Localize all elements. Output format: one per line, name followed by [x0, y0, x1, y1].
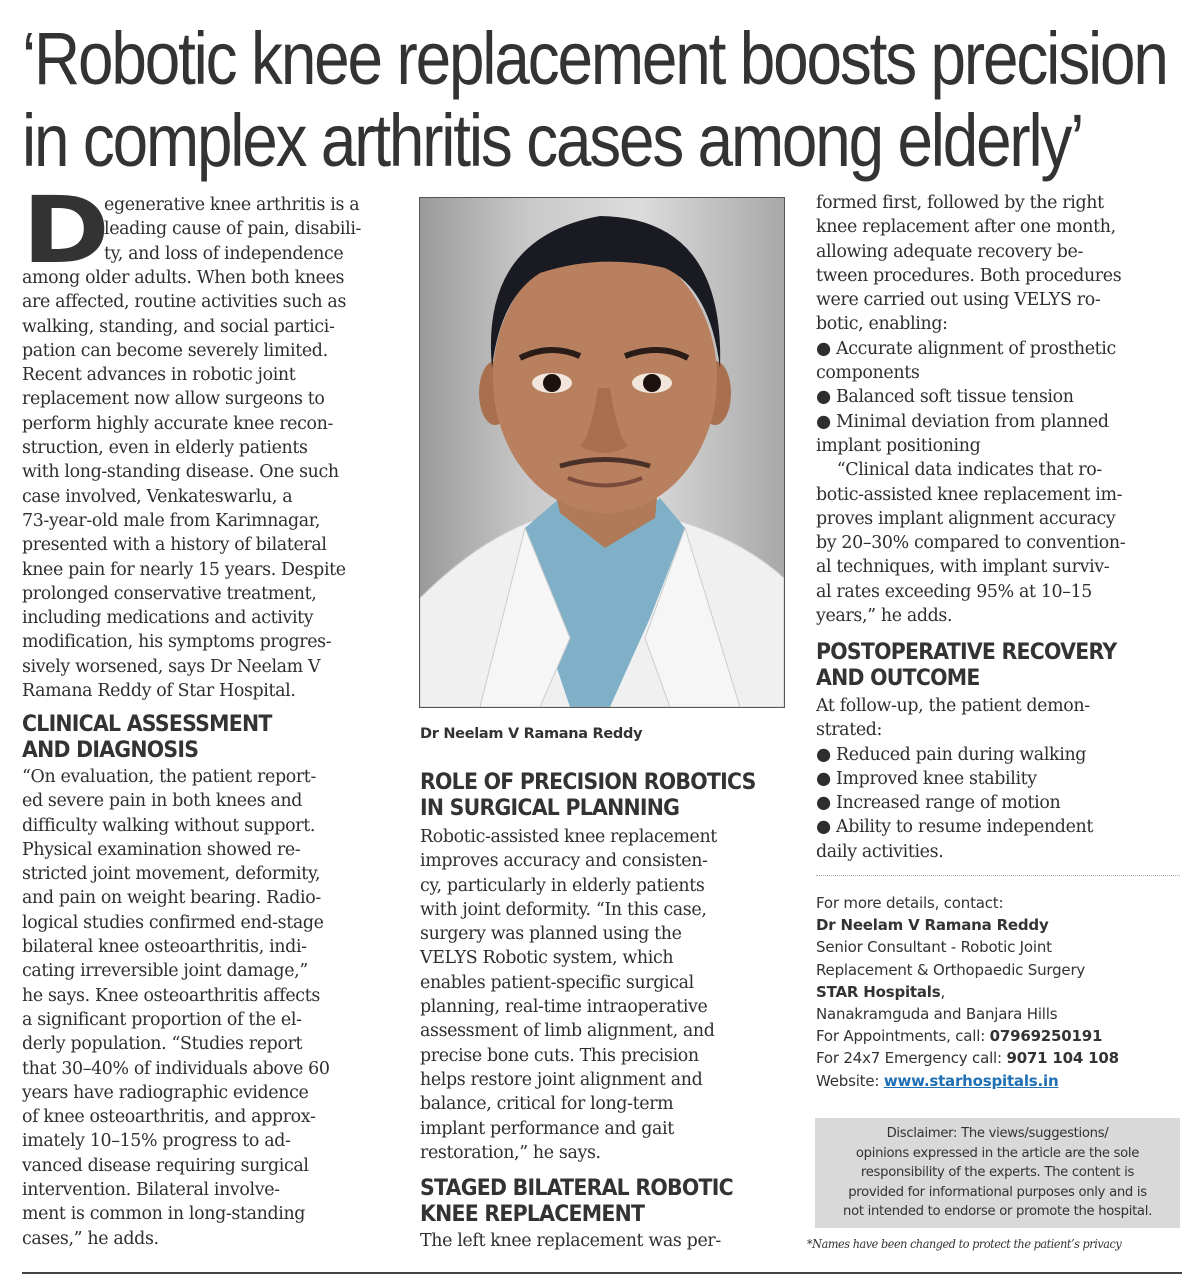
body-line: intervention. Bilateral involve- [22, 1180, 280, 1201]
body-line: balance, critical for long-term [420, 1094, 674, 1115]
emergency-phone[interactable]: 9071 104 108 [1006, 1049, 1119, 1068]
body-line: knee pain for nearly 15 years. Despite [22, 559, 346, 580]
appointments-label: For Appointments, call: [816, 1027, 990, 1046]
body-line: Recent advances in robotic joint [22, 365, 296, 386]
portrait-illustration-icon [420, 198, 784, 707]
bullet-item: ● Improved knee stability [816, 768, 1037, 789]
disclaimer-line: Disclaimer: The views/suggestions/ [886, 1126, 1109, 1142]
body-line: prolonged conservative treatment, [22, 583, 317, 604]
body-line: he says. Knee osteoarthritis affects [22, 985, 320, 1006]
body-line: al techniques, with implant surviv- [816, 557, 1110, 578]
body-line: allowing adequate recovery be- [816, 241, 1083, 262]
body-line: daily activities. [816, 841, 944, 862]
body-line: pation can become severely limited. [22, 340, 328, 361]
body-line: botic-assisted knee replacement im- [816, 484, 1123, 505]
body-line: The left knee replacement was per- [420, 1231, 721, 1251]
body-line: among older adults. When both knees [22, 268, 345, 288]
column-2-section-2 [420, 1229, 721, 1253]
disclaimer-line: responsibility of the experts. The content is [860, 1165, 1135, 1181]
bullet-item: ● Reduced pain during walking [816, 744, 1087, 765]
photo-caption: Dr Neelam V Ramana Reddy [420, 726, 643, 742]
body-line: logical studies confirmed end-stage [22, 912, 324, 933]
body-line: VELYS Robotic system, which [420, 948, 674, 969]
body-line: vanced disease requiring surgical [22, 1155, 309, 1176]
body-line: restoration,” he says. [420, 1142, 601, 1163]
contact-doctor-name: Dr Neelam V Ramana Reddy [816, 916, 1049, 935]
body-line: cy, particularly in elderly patients [420, 875, 705, 896]
body-line: al rates exceeding 95% at 10–15 [816, 581, 1093, 602]
bullet-item: ● Ability to resume independent [816, 817, 1094, 838]
body-line: imately 10–15% progress to ad- [22, 1131, 291, 1152]
subhead-line: KNEE REPLACEMENT [420, 1202, 645, 1227]
body-line: presented with a history of bilateral [22, 535, 327, 556]
contact-title-line-2: Replacement & Orthopaedic Surgery [816, 960, 1086, 979]
body-line: years have radiographic evidence [22, 1082, 309, 1103]
subhead-line: CLINICAL ASSESSMENT [22, 712, 272, 737]
column-1-lead [104, 193, 361, 266]
body-line: improves accuracy and consisten- [420, 851, 708, 872]
body-line: implant positioning [816, 435, 981, 456]
appointments-phone[interactable]: 07969250191 [989, 1027, 1103, 1046]
contact-block [816, 892, 1119, 1092]
body-line: Ramana Reddy of Star Hospital. [22, 681, 296, 702]
body-line: ed severe pain in both knees and [22, 791, 303, 812]
body-line: struction, even in elderly patients [22, 438, 308, 459]
bullet-item: ● Balanced soft tissue tension [816, 387, 1074, 408]
subhead-role-of-precision-robotics [420, 770, 781, 822]
subhead-line: AND DIAGNOSIS [22, 738, 199, 763]
bullet-item: ● Minimal deviation from planned [816, 411, 1109, 432]
column-2-section-1 [420, 825, 717, 1165]
body-line: formed first, followed by the right [816, 193, 1104, 213]
body-line: precise bone cuts. This precision [420, 1045, 699, 1066]
body-line: with long-standing disease. One such [22, 462, 339, 483]
body-line: with joint deformity. “In this case, [420, 899, 707, 920]
body-line: stricted joint movement, deformity, [22, 864, 321, 885]
bullet-item: ● Accurate alignment of prosthetic [816, 338, 1116, 359]
body-line: At follow-up, the patient demon- [816, 696, 1090, 716]
body-line: knee replacement after one month, [816, 217, 1116, 238]
disclaimer-box [815, 1118, 1180, 1228]
body-line: enables patient-specific surgical [420, 972, 694, 993]
body-line: helps restore joint alignment and [420, 1069, 703, 1090]
body-line: cating irreversible joint damage,” [22, 961, 308, 982]
body-line: case involved, Venkateswarlu, a [22, 486, 293, 507]
body-line: are affected, routine activities such as [22, 292, 347, 313]
disclaimer-line: not intended to endorse or promote the hospital. [843, 1204, 1152, 1220]
body-line: tween procedures. Both procedures [816, 265, 1122, 286]
body-line: botic, enabling: [816, 314, 948, 335]
body-line: components [816, 363, 920, 384]
bullet-item: ● Increased range of motion [816, 793, 1061, 814]
column-3-body [816, 191, 1125, 628]
disclaimer-line: opinions expressed in the article are the sole [855, 1145, 1140, 1161]
body-line: a significant proportion of the el- [22, 1009, 302, 1030]
emergency-label: For 24x7 Emergency call: [816, 1049, 1007, 1068]
column-3-section [816, 694, 1093, 864]
drop-cap: D [22, 177, 110, 284]
body-line: proves implant alignment accuracy [816, 508, 1116, 529]
body-line: replacement now allow surgeons to [22, 389, 325, 410]
body-line: were carried out using VELYS ro- [816, 290, 1101, 311]
privacy-note: *Names have been changed to protect the patient’s privacy [807, 1236, 1122, 1251]
body-line: strated: [816, 720, 883, 741]
body-line: ment is common in long-standing [22, 1204, 306, 1225]
subhead-clinical-assessment [22, 712, 290, 764]
body-line: surgery was planned using the [420, 924, 682, 945]
headline-line-1: ‘Robotic knee replacement boosts precision [22, 17, 1167, 100]
subhead-staged-bilateral [420, 1176, 756, 1228]
body-line: perform highly accurate knee recon- [22, 413, 334, 434]
body-line: modification, his symptoms progres- [22, 632, 332, 653]
body-line: ty, and loss of independence [104, 243, 344, 264]
bottom-rule [22, 1272, 1182, 1274]
headline-line-2: in complex arthritis cases among elderly’ [22, 99, 1083, 182]
contact-intro: For more details, contact: [816, 894, 1004, 912]
body-line: sively worsened, says Dr Neelam V [22, 656, 321, 677]
subhead-line: AND OUTCOME [816, 666, 980, 691]
subhead-line: STAGED BILATERAL ROBOTIC [420, 1176, 733, 1201]
body-line: bilateral knee osteoarthritis, indi- [22, 937, 307, 958]
subhead-postoperative-recovery [816, 640, 1139, 692]
body-line: by 20–30% compared to convention- [816, 533, 1126, 554]
disclaimer-line: provided for informational purposes only and is [848, 1184, 1147, 1200]
body-line: “On evaluation, the patient report- [22, 767, 316, 787]
body-line: cases,” he adds. [22, 1228, 159, 1249]
column-1-body [22, 266, 346, 703]
body-line: “Clinical data indicates that ro- [816, 460, 1102, 481]
body-line: implant performance and gait [420, 1118, 674, 1139]
body-line: 73-year-old male from Karimnagar, [22, 510, 321, 531]
doctor-portrait-photo [419, 197, 785, 708]
body-line: difficulty walking without support. [22, 815, 316, 836]
body-line: years,” he adds. [816, 606, 953, 627]
body-line: Robotic-assisted knee replacement [420, 827, 717, 847]
dotted-divider [816, 875, 1180, 876]
body-line: including medications and activity [22, 608, 314, 629]
contact-hospital-comma: , [940, 982, 946, 1001]
contact-title-line-1: Senior Consultant - Robotic Joint [816, 938, 1052, 957]
contact-hospital: STAR Hospitals [816, 982, 941, 1001]
subhead-line: IN SURGICAL PLANNING [420, 796, 680, 821]
contact-locations: Nanakramguda and Banjara Hills [816, 1004, 1058, 1023]
subhead-line: POSTOPERATIVE RECOVERY [816, 640, 1117, 665]
body-line: and pain on weight bearing. Radio- [22, 888, 321, 909]
website-label: Website: [816, 1071, 884, 1090]
body-line: that 30–40% of individuals above 60 [22, 1058, 330, 1079]
subhead-line: ROLE OF PRECISION ROBOTICS [420, 770, 756, 795]
website-link[interactable]: www.starhospitals.in [883, 1071, 1059, 1090]
body-line: egenerative knee arthritis is a [104, 195, 360, 215]
body-line: Physical examination showed re- [22, 839, 301, 860]
body-line: derly population. “Studies report [22, 1034, 303, 1055]
body-line: leading cause of pain, disabili- [104, 219, 362, 240]
body-line: assessment of limb alignment, and [420, 1021, 715, 1042]
body-line: walking, standing, and social partici- [22, 316, 335, 337]
body-line: planning, real-time intraoperative [420, 997, 708, 1018]
column-1-section [22, 765, 330, 1251]
body-line: of knee osteoarthritis, and approx- [22, 1107, 316, 1128]
